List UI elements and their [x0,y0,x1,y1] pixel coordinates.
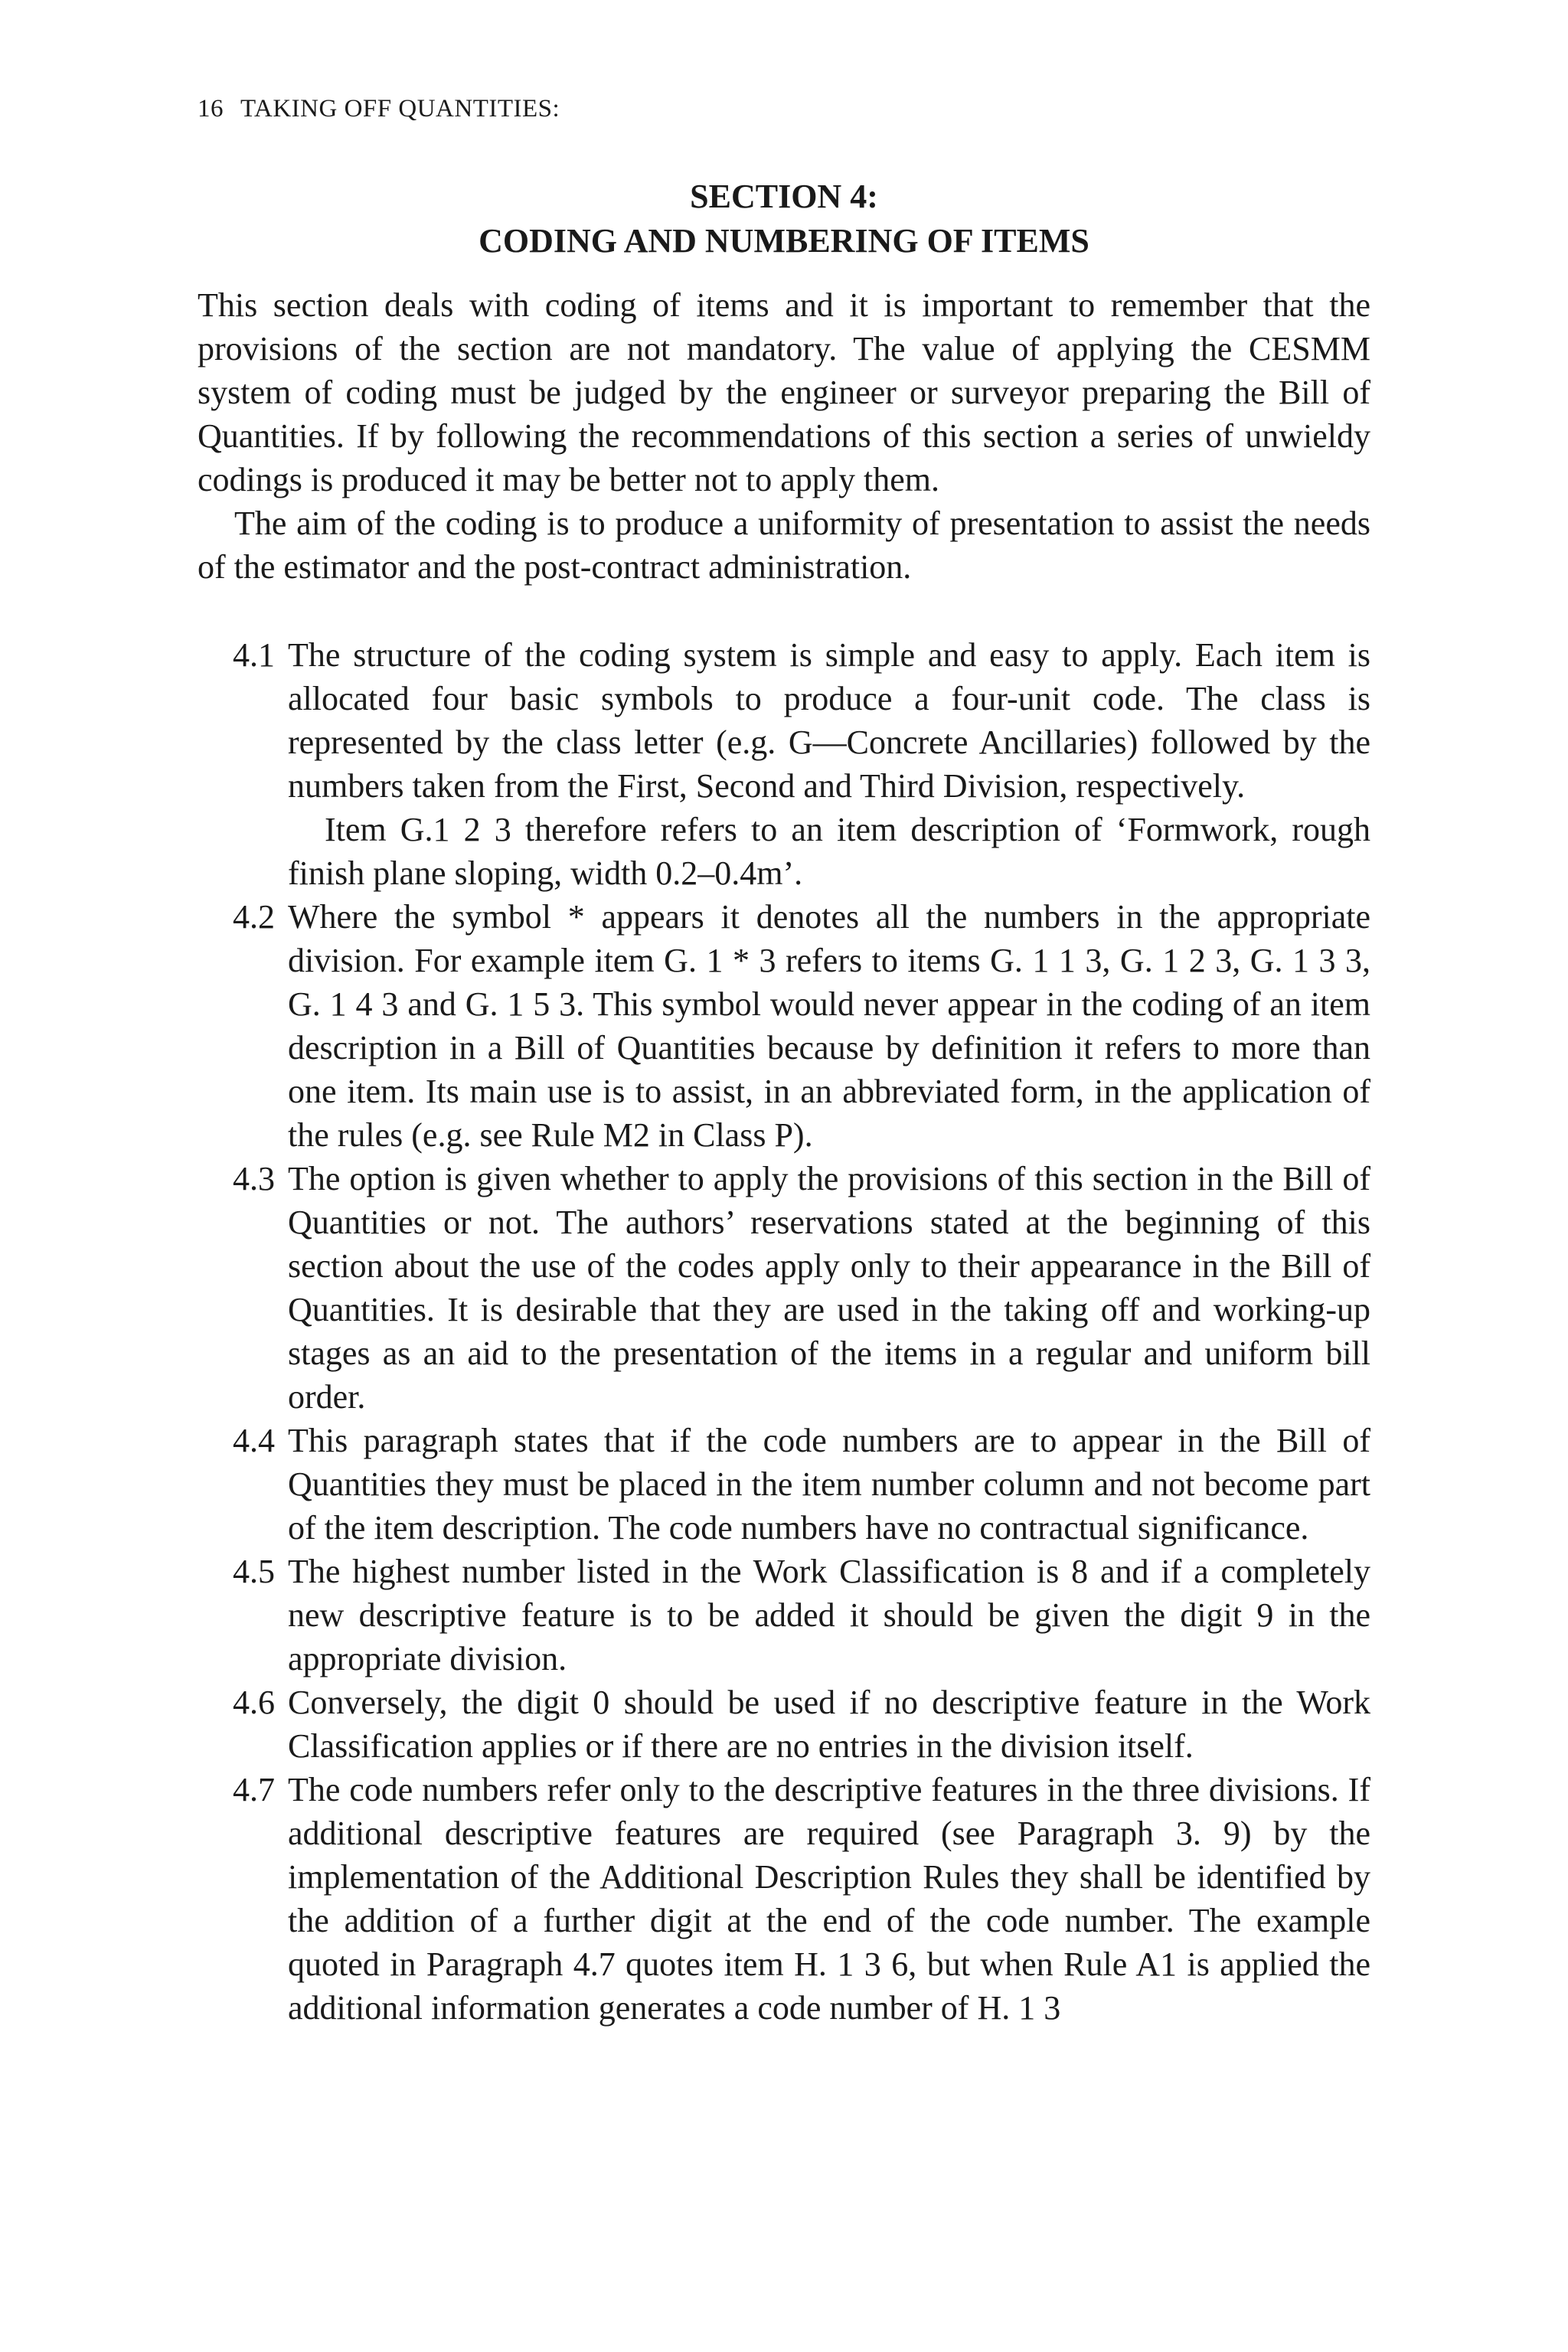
item-text: The option is given whether to apply the provisions of this section in the Bill of Quantities or not. The authors’ reservations stated at the beginning of this section about the use of the codes apply only to their appearance in the Bill of Quantities. It is desirable that they are used in the taking off and working-up stages as an aid to the presentation of the items in a regular and uniform bill order. [288,1160,1370,1416]
list-item [198,633,1370,895]
item-number: 4.5 [233,1553,275,1590]
item-number: 4.4 [233,1422,275,1459]
section-title-line2: CODING AND NUMBERING OF ITEMS [479,222,1089,260]
section-title-line1: SECTION 4: [690,178,878,215]
item-text: The structure of the coding system is simple and easy to apply. Each item is allocated four basic symbols to produce a four-unit code. The class is represented by the class letter (e.g. G—Concrete Ancillaries) followed by the numbers taken from the First, Second and Third Division, respectively. [288,636,1370,805]
list-item [198,1681,1370,1768]
running-title: TAKING OFF QUANTITIES: [240,95,560,122]
item-text: This paragraph states that if the code numbers are to appear in the Bill of Quantities they must be placed in the item number column and not become part of the item description. The code numbers have no contractual significance. [288,1422,1370,1547]
list-item [198,1768,1370,2030]
item-text: Conversely, the digit 0 should be used if no descriptive feature in the Work Classification applies or if there are no entries in the division itself. [288,1684,1370,1765]
page-body [198,283,1370,2030]
intro-paragraph-1: This section deals with coding of items and it is important to remember that the provisions of the section are not mandatory. The value of applying the CESMM system of coding must be judged by the engineer or surveyor preparing the Bill of Quantities. If by following the recommendations of this section a series of unwieldy codings is produced it may be better not to apply them. [198,286,1370,498]
list-item [198,1157,1370,1419]
item-number: 4.7 [233,1771,275,1808]
page-number: 16 [198,95,224,122]
intro-paragraph-2: The aim of the coding is to produce a uniformity of presentation to assist the needs of the estimator and the post-contract administration. [198,505,1370,586]
item-text: The code numbers refer only to the descriptive features in the three divisions. If additional descriptive features are required (see Paragraph 3. 9) by the implementation of the Additional Description Rules they shall be identified by the addition of a further digit at the end of the code number. The example quoted in Paragraph 4.7 quotes item H. 1 3 6, but when Rule A1 is applied the additional information generates a code number of H. 1 3 [288,1771,1370,2027]
item-number: 4.6 [233,1684,275,1721]
item-number: 4.2 [233,898,275,936]
running-header [198,95,560,123]
item-text: Where the symbol * appears it denotes all the numbers in the appropriate division. For example item G. 1 * 3 refers to items G. 1 1 3, G. 1 2 3, G. 1 3 3, G. 1 4 3 and G. 1 5 3. This symbol would never appear in the coding of an item description in a Bill of Quantities because by definition it refers to more than one item. Its main use is to assist, in an abbreviated form, in the application of the rules (e.g. see Rule M2 in Class P). [288,898,1370,1154]
item-subparagraph: Item G.1 2 3 therefore refers to an item description of ‘Formwork, rough finish plane sloping, width 0.2–0.4m’. [288,811,1370,892]
item-text: The highest number listed in the Work Classification is 8 and if a completely new descriptive feature is to be added it should be given the digit 9 in the appropriate division. [288,1553,1370,1677]
list-item [198,895,1370,1157]
item-number: 4.3 [233,1160,275,1197]
list-item [198,1419,1370,1550]
numbered-paragraph-list [198,633,1370,2030]
section-heading [198,175,1370,263]
list-item [198,1550,1370,1681]
item-number: 4.1 [233,636,275,674]
